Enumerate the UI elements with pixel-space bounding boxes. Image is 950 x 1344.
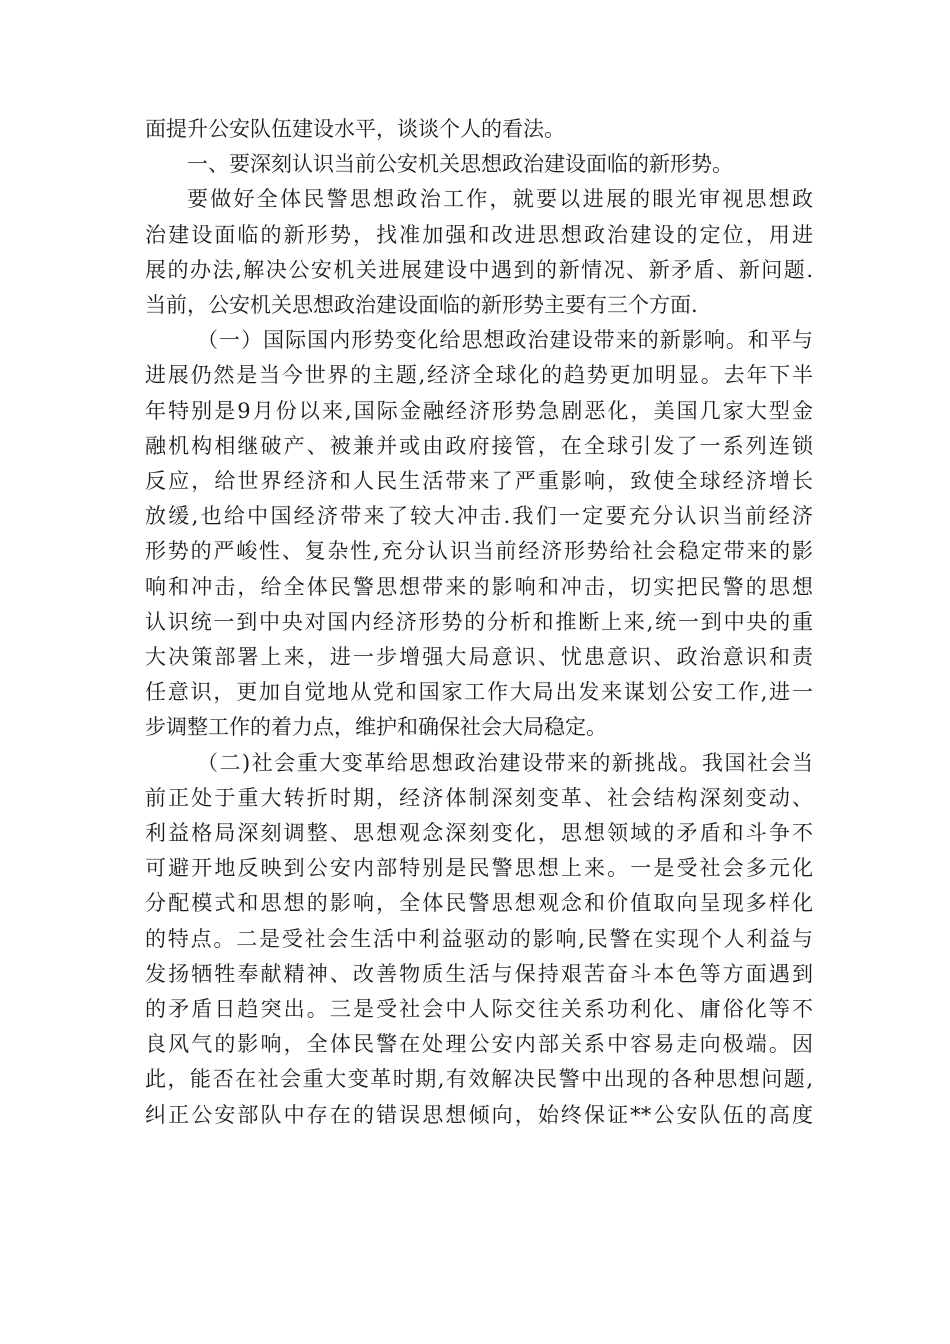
text-line: 一、要深刻认识当前公安机关思想政治建设面临的新形势。 (187, 152, 733, 177)
text-line: 年特别是9月份以来,国际金融经济形势急剧恶化，美国几家大型金 (145, 398, 813, 423)
text-line: 利益格局深刻调整、思想观念深刻变化，思想领域的矛盾和斗争不 (145, 821, 813, 846)
text-line: 治建设面临的新形势，找准加强和改进思想政治建设的定位，用进 (145, 222, 813, 247)
text-line: 任意识，更加自觉地从党和国家工作大局出发来谋划公安工作,进一 (145, 680, 813, 705)
text-line: 响和冲击，给全体民警思想带来的影响和冲击，切实把民警的思想 (145, 574, 813, 599)
text-line: 良风气的影响，全体民警在处理公安内部关系中容易走向极端。因 (145, 1032, 813, 1057)
text-line: 的矛盾日趋突出。三是受社会中人际交往关系功利化、庸俗化等不 (145, 997, 813, 1022)
text-line: 步调整工作的着力点，维护和确保社会大局稳定。 (145, 715, 607, 740)
text-line: 放缓,也给中国经济带来了较大冲击.我们一定要充分认识当前经济 (145, 504, 813, 529)
text-line: 的特点。二是受社会生活中利益驱动的影响,民警在实现个人利益与 (145, 926, 813, 951)
text-line: 当前，公安机关思想政治建设面临的新形势主要有三个方面. (145, 293, 698, 318)
text-line: 此，能否在社会重大变革时期,有效解决民警中出现的各种思想问题, (145, 1067, 813, 1092)
text-line: 前正处于重大转折时期，经济体制深刻变革、社会结构深刻变动、 (145, 785, 813, 810)
text-line: 发扬牺牲奉献精神、改善物质生活与保持艰苦奋斗本色等方面遇到 (145, 961, 813, 986)
text-line: 进展仍然是当今世界的主题,经济全球化的趋势更加明显。去年下半 (145, 363, 813, 388)
text-line: 要做好全体民警思想政治工作，就要以进展的眼光审视思想政 (187, 187, 813, 212)
text-line: 纠正公安部队中存在的错误思想倾向，始终保证**公安队伍的高度 (145, 1102, 813, 1127)
text-line: （一）国际国内形势变化给思想政治建设带来的新影响。和平与 (197, 328, 813, 353)
text-line: 面提升公安队伍建设水平，谈谈个人的看法。 (145, 117, 565, 141)
text-line: 大决策部署上来，进一步增强大局意识、忧患意识、政治意识和责 (145, 645, 813, 670)
text-line: 认识统一到中央对国内经济形势的分析和推断上来,统一到中央的重 (145, 609, 813, 634)
text-line: 分配模式和思想的影响，全体民警思想观念和价值取向呈现多样化 (145, 891, 813, 916)
text-line: 反应，给世界经济和人民生活带来了严重影响，致使全球经济增长 (145, 469, 813, 494)
text-line: 形势的严峻性、复杂性,充分认识当前经济形势给社会稳定带来的影 (145, 539, 813, 564)
text-line: 可避开地反映到公安内部特别是民警思想上来。一是受社会多元化 (145, 856, 813, 881)
text-line: （二)社会重大变革给思想政治建设带来的新挑战。我国社会当 (197, 750, 813, 775)
document-body (145, 112, 813, 1133)
text-line: 展的办法,解决公安机关进展建设中遇到的新情况、新矛盾、新问题. (145, 257, 813, 282)
text-line: 融机构相继破产、被兼并或由政府接管，在全球引发了一系列连锁 (145, 433, 813, 458)
